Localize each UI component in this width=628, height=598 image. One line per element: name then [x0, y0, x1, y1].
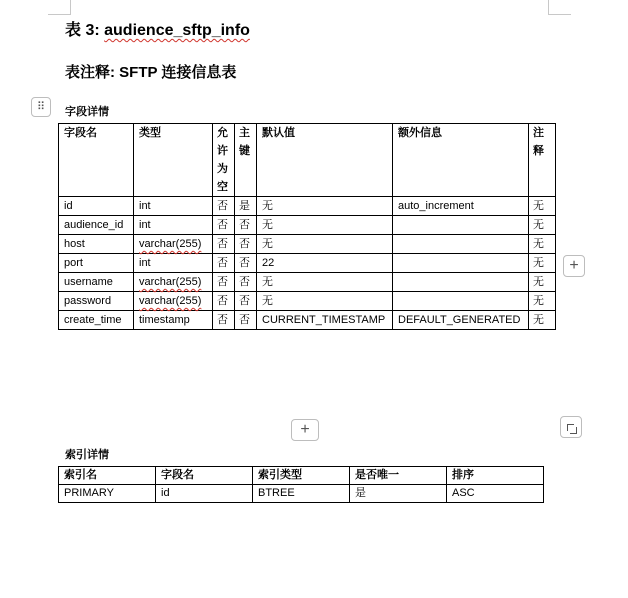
cell-index-name[interactable]: PRIMARY: [59, 485, 156, 503]
cell-comment[interactable]: 无: [529, 254, 556, 273]
fields-table: [58, 123, 556, 330]
cell-nullable[interactable]: 否: [213, 273, 235, 292]
cell-field-name[interactable]: port: [59, 254, 134, 273]
cell-field-name[interactable]: username: [59, 273, 134, 292]
cell-default[interactable]: 无: [257, 292, 393, 311]
header-comment[interactable]: 注释: [529, 124, 556, 197]
fields-section-label: 字段详情: [65, 106, 109, 118]
cell-type[interactable]: timestamp: [134, 311, 213, 330]
add-row-plus-icon[interactable]: +: [291, 419, 319, 441]
header-index-type[interactable]: 索引类型: [253, 467, 350, 485]
cell-comment[interactable]: 无: [529, 197, 556, 216]
cell-nullable[interactable]: 否: [213, 216, 235, 235]
cell-comment[interactable]: 无: [529, 292, 556, 311]
header-primary-key[interactable]: 主键: [235, 124, 257, 197]
cell-unique[interactable]: 是: [350, 485, 447, 503]
header-index-name[interactable]: 索引名: [59, 467, 156, 485]
cell-nullable[interactable]: 否: [213, 197, 235, 216]
table-row: [59, 311, 556, 330]
table-title-name: audience_sftp_info: [104, 22, 250, 39]
cell-nullable[interactable]: 否: [213, 254, 235, 273]
add-column-plus-icon[interactable]: +: [563, 255, 585, 277]
index-table: [58, 466, 544, 503]
cell-type[interactable]: varchar(255): [134, 273, 213, 292]
fields-header-row: [59, 124, 556, 197]
cell-index-field-name[interactable]: id: [156, 485, 253, 503]
table-row: [59, 485, 544, 503]
header-unique[interactable]: 是否唯一: [350, 467, 447, 485]
cell-extra[interactable]: [393, 216, 529, 235]
table-row: [59, 254, 556, 273]
header-nullable[interactable]: 允许为空: [213, 124, 235, 197]
index-section-label: 索引详情: [65, 449, 109, 461]
cell-default[interactable]: 无: [257, 216, 393, 235]
cell-index-type[interactable]: BTREE: [253, 485, 350, 503]
cell-extra[interactable]: [393, 292, 529, 311]
cell-nullable[interactable]: 否: [213, 235, 235, 254]
cell-type[interactable]: int: [134, 254, 213, 273]
cell-nullable[interactable]: 否: [213, 311, 235, 330]
table-title: [65, 17, 250, 40]
cell-primary-key[interactable]: 是: [235, 197, 257, 216]
page-corner-mark-right: [548, 0, 571, 15]
header-default[interactable]: 默认值: [257, 124, 393, 197]
index-header-row: [59, 467, 544, 485]
cell-comment[interactable]: 无: [529, 235, 556, 254]
header-extra[interactable]: 额外信息: [393, 124, 529, 197]
cell-field-name[interactable]: create_time: [59, 311, 134, 330]
cell-type[interactable]: int: [134, 197, 213, 216]
cell-nullable[interactable]: 否: [213, 292, 235, 311]
cell-primary-key[interactable]: 否: [235, 311, 257, 330]
cell-default[interactable]: 无: [257, 273, 393, 292]
cell-primary-key[interactable]: 否: [235, 235, 257, 254]
cell-extra[interactable]: auto_increment: [393, 197, 529, 216]
resize-icon[interactable]: [560, 416, 582, 438]
drag-handle-icon[interactable]: ⠿: [31, 97, 51, 117]
cell-default[interactable]: 22: [257, 254, 393, 273]
table-title-prefix: 表 3:: [65, 22, 105, 39]
cell-extra[interactable]: [393, 254, 529, 273]
table-row: [59, 273, 556, 292]
page-corner-mark-left: [48, 0, 71, 15]
table-row: [59, 197, 556, 216]
cell-extra[interactable]: DEFAULT_GENERATED: [393, 311, 529, 330]
cell-comment[interactable]: 无: [529, 273, 556, 292]
cell-extra[interactable]: [393, 235, 529, 254]
cell-field-name[interactable]: audience_id: [59, 216, 134, 235]
cell-primary-key[interactable]: 否: [235, 273, 257, 292]
cell-default[interactable]: 无: [257, 197, 393, 216]
header-type[interactable]: 类型: [134, 124, 213, 197]
header-index-field-name[interactable]: 字段名: [156, 467, 253, 485]
cell-primary-key[interactable]: 否: [235, 216, 257, 235]
cell-field-name[interactable]: password: [59, 292, 134, 311]
cell-comment[interactable]: 无: [529, 216, 556, 235]
cell-primary-key[interactable]: 否: [235, 292, 257, 311]
table-row: [59, 235, 556, 254]
cell-type[interactable]: varchar(255): [134, 292, 213, 311]
cell-order[interactable]: ASC: [447, 485, 544, 503]
cell-field-name[interactable]: id: [59, 197, 134, 216]
cell-comment[interactable]: 无: [529, 311, 556, 330]
header-order[interactable]: 排序: [447, 467, 544, 485]
cell-field-name[interactable]: host: [59, 235, 134, 254]
table-row: [59, 292, 556, 311]
cell-default[interactable]: CURRENT_TIMESTAMP: [257, 311, 393, 330]
cell-type[interactable]: varchar(255): [134, 235, 213, 254]
cell-default[interactable]: 无: [257, 235, 393, 254]
cell-primary-key[interactable]: 否: [235, 254, 257, 273]
cell-extra[interactable]: [393, 273, 529, 292]
table-comment-heading: 表注释: SFTP 连接信息表: [65, 64, 237, 81]
header-field-name[interactable]: 字段名: [59, 124, 134, 197]
table-row: [59, 216, 556, 235]
cell-type[interactable]: int: [134, 216, 213, 235]
